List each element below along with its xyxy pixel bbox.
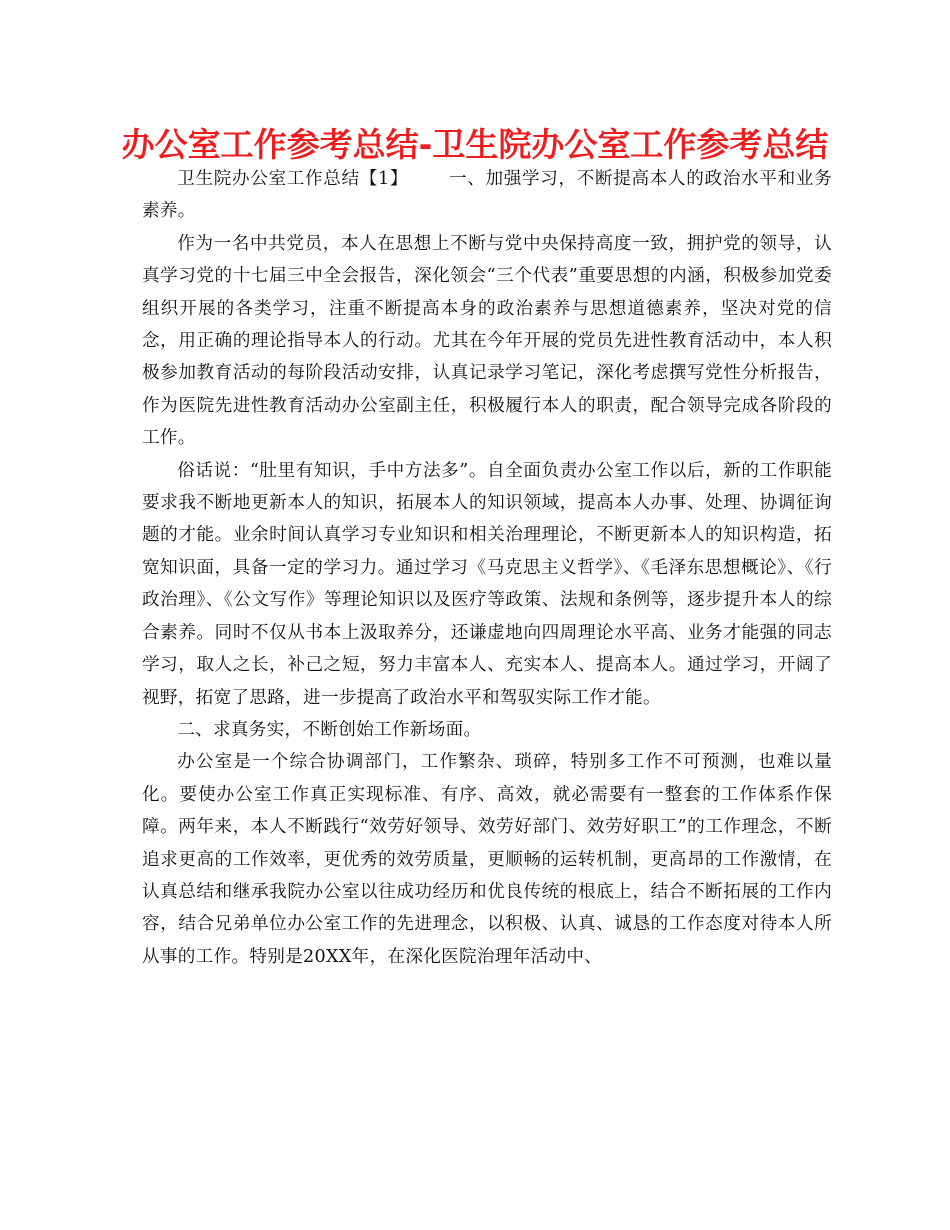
intro-paragraph (142, 163, 832, 228)
document-body (142, 163, 832, 973)
section-heading-1: 一、加强学习，不断提高本人的政治水平和业务素养。 (142, 169, 832, 222)
document-title: 办公室工作参考总结-卫生院办公室工作参考总结 (121, 125, 829, 164)
paragraph: 办公室是一个综合协调部门，工作繁杂、琐碎，特别多工作不可预测，也难以量化。要使办公室工作真正实现标准、有序、高效，就必需要有一整套的工作体系作保障。两年来，本人不断践行“效劳好领导、效劳好部门、效劳好职工”的工作理念，不断追求更高的工作效率，更优秀的效劳质量，更顺畅的运转机制，更高昂的工作激情，在认真总结和继承我院办公室以往成功经历和优良传统的根底上，结合不断拓展的工作内容，结合兄弟单位办公室工作的先进理念，以积极、认真、诚恳的工作态度对待本人所从事的工作。特别是20XX年，在深化医院治理年活动中、 (142, 752, 832, 967)
section-heading-2: 二、求真务实，不断创始工作新场面。 (177, 719, 482, 740)
intro-lead: 卫生院办公室工作总结【1】 (177, 169, 409, 189)
paragraph: 俗话说：“肚里有知识，手中方法多”。自全面负责办公室工作以后，新的工作职能要求我不断地更新本人的知识，拓展本人的知识领域，提高本人办事、处理、协调征询题的才能。业余时间认真学习专业知识和相关治理理论，不断更新本人的知识构造，拓宽知识面，具备一定的学习力。通过学习《马克思主义哲学》、《毛泽东思想概论》、《行政治理》、《公文写作》等理论知识以及医疗等政策、法规和条例等，逐步提升本人的综合素养。同时不仅从书本上汲取养分，还谦虚地向四周理论水平高、业务才能强的同志学习，取人之长，补己之短，努力丰富本人、充实本人、提高本人。通过学习，开阔了视野，拓宽了思路，进一步提高了政治水平和驾驭实际工作才能。 (142, 460, 832, 708)
paragraph: 作为一名中共党员，本人在思想上不断与党中央保持高度一致，拥护党的领导，认真学习党的十七届三中全会报告，深化领会“三个代表”重要思想的内涵，积极参加党委组织开展的各类学习，注重不断提高本身的政治素养与思想道德素养，坚决对党的信念，用正确的理论指导本人的行动。尤其在今年开展的党员先进性教育活动中，本人积极参加教育活动的每阶段活动安排，认真记录学习笔记，深化考虑撰写党性分析报告，作为医院先进性教育活动办公室副主任，积极履行本人的职责，配合领导完成各阶段的工作。 (142, 233, 832, 449)
